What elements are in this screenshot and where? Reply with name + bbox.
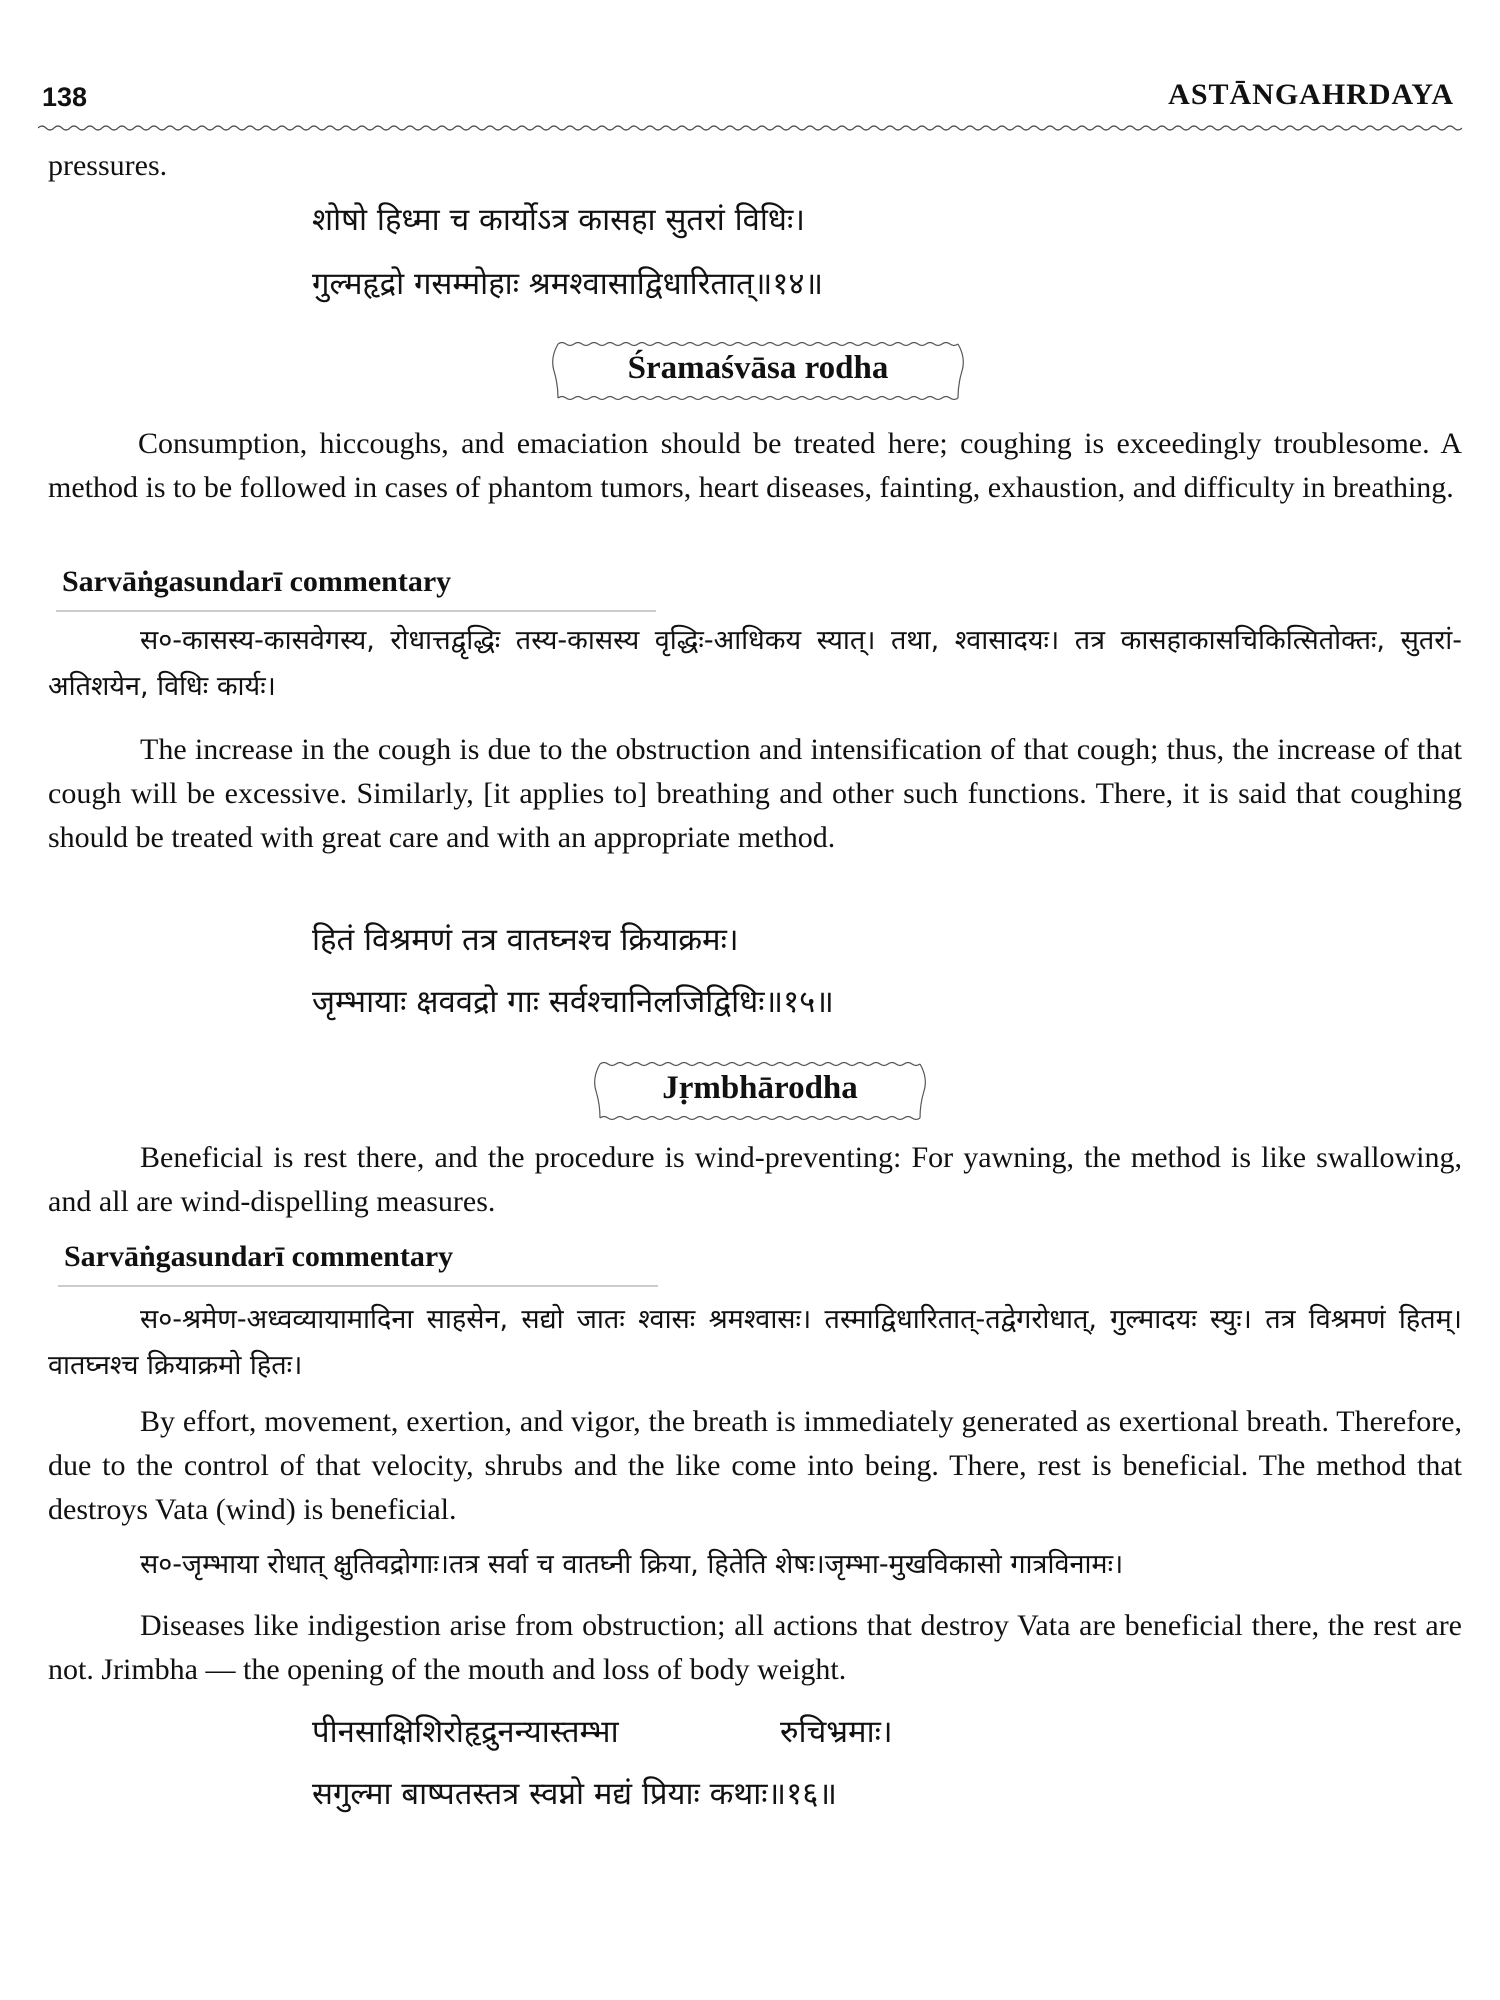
verse-14-line-2: गुल्महृद्रो गसम्मोहाः श्रमश्वासाद्विधारितात्॥१४॥ — [312, 266, 824, 302]
commentary-sanskrit-1: स०-कासस्य-कासवेगस्य, रोधात्तद्वृद्धिः तस्य-कासस्य वृद्धिः-आधिकय स्यात्। तथा, श्वासादयः। तत्र कासहाकासचिकित्सितोक्तः, सुतरां-अतिशयेन, विधिः कार्यः। — [48, 625, 1462, 702]
section-title-box-2 — [590, 1060, 930, 1122]
page-number: 138 — [42, 82, 88, 112]
commentary-heading-rule-1 — [56, 608, 656, 614]
commentary-sanskrit-2: स०-श्रमेण-अध्वव्यायामादिना साहसेन, सद्यो जातः श्वासः श्रमश्वासः। तस्माद्विधारितात्-तद्वेगरोधात्, गुल्मादयः स्युः। तत्र विश्रमणं हितम्। वातघ्नश्च क्रियाक्रमो हितः। — [48, 1304, 1462, 1381]
translation-paragraph-2: The increase in the cough is due to the obstruction and intensification of that cough; thus, the increase of that cough will be excessive. Similarly, [it applies to] breathing and other such functions. There, it is said that coughing should be treated with great care and with an appropriate method. — [48, 733, 1462, 854]
section-title-sramasvasa: Śramaśvāsa rodha — [627, 350, 889, 386]
running-header — [40, 78, 1460, 124]
commentary-heading-1: Sarvāṅgasundarī commentary — [62, 565, 452, 598]
intro-text: pressures. — [48, 149, 168, 182]
translation-paragraph-3: Beneficial is rest there, and the procedure is wind-preventing: For yawning, the method is like swallowing, and all are wind-dispelling measures. — [48, 1141, 1462, 1218]
verse-16-line-1b: रुचिभ्रमाः। — [780, 1714, 893, 1750]
running-title: ASTĀNGAHRDAYA — [1168, 78, 1454, 111]
verse-15-line-1: हितं विश्रमणं तत्र वातघ्नश्च क्रियाक्रमः। — [312, 922, 739, 958]
translation-paragraph-5: Diseases like indigestion arise from obstruction; all actions that destroy Vata are beneficial there, the rest are not. Jrimbha — the opening of the mouth and loss of body weight. — [48, 1609, 1462, 1686]
verse-14-line-1: शोषो हिध्मा च कार्योऽत्र कासहा सुतरां विधिः। — [312, 202, 805, 238]
header-wavy-rule — [38, 124, 1462, 132]
verse-16-line-2: सगुल्मा बाष्पतस्तत्र स्वप्नो मद्यं प्रियाः कथाः॥१६॥ — [312, 1776, 837, 1812]
translation-paragraph-4: By effort, movement, exertion, and vigor, the breath is immediately generated as exertional breath. Therefore, due to the control of that velocity, shrubs and the like come into being. There, rest is beneficial. The method that destroys Vata (wind) is beneficial. — [48, 1405, 1462, 1526]
verse-15-line-2: जृम्भायाः क्षववद्रो गाः सर्वश्चानिलजिद्विधिः॥१५॥ — [312, 984, 834, 1020]
verse-16-line-1a: पीनसाक्षिशिरोहृद्रुनन्यास्तम्भा — [312, 1714, 619, 1750]
section-title-box — [548, 340, 968, 402]
section-title-jrmbharodha: Jṛmbhārodha — [662, 1070, 858, 1106]
commentary-heading-2: Sarvāṅgasundarī commentary — [64, 1240, 454, 1273]
commentary-sanskrit-3: स०-जृम्भाया रोधात् क्षुतिवद्रोगाः।तत्र सर्वा च वातघ्नी क्रिया, हितेति शेषः।जृम्भा-मुखविकासो गात्रविनामः। — [140, 1549, 1124, 1580]
translation-paragraph-1: Consumption, hiccoughs, and emaciation should be treated here; coughing is exceedingly troublesome. A method is to be followed in cases of phantom tumors, heart diseases, fainting, exhaustion, and difficulty in breathing. — [48, 427, 1462, 504]
commentary-heading-rule-2 — [58, 1283, 658, 1289]
